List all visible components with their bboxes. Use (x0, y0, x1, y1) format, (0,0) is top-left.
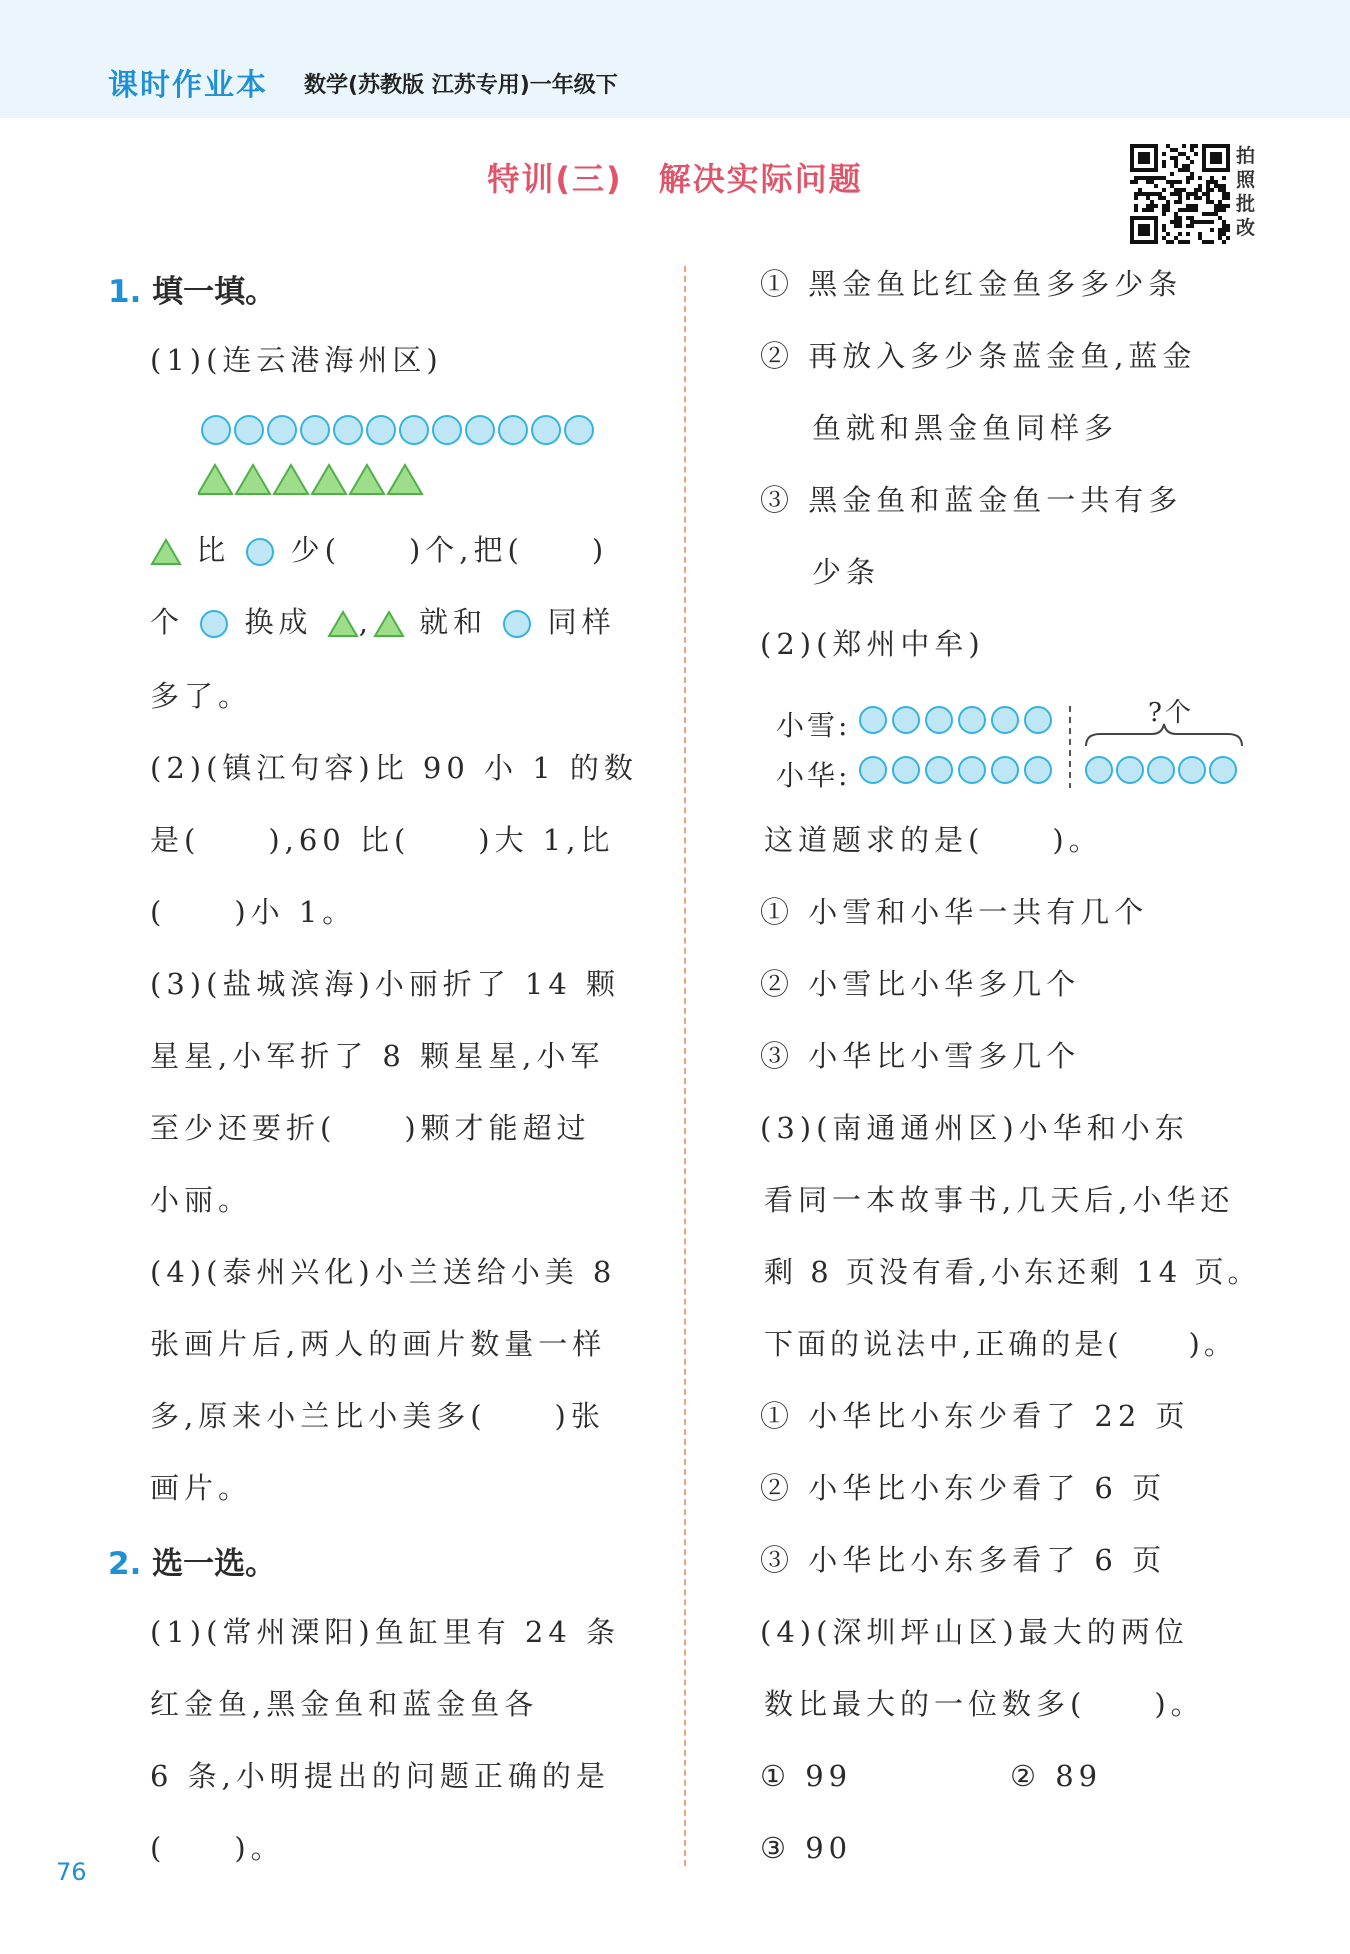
q1-p1-l1a: 比 (196, 533, 231, 567)
triangle-shape (274, 465, 308, 494)
triangle-shape (388, 465, 422, 494)
circle-shape (860, 757, 886, 783)
q1-p4-line2: 张画片后,两人的画片数量一样 (150, 1327, 607, 1361)
circle-shape (202, 416, 230, 444)
q1-p1-l2a: 个 (150, 605, 185, 639)
triangle-shape (236, 465, 270, 494)
qr-caption (1236, 144, 1260, 240)
circle-shape (893, 757, 919, 783)
circle-icon (244, 536, 276, 568)
q1-p2-line3: ( )小 1。 (150, 895, 357, 929)
q2-p4-option-3: ③ 90 (760, 1831, 853, 1865)
question-1-title: 填一填。 (152, 274, 277, 310)
q2-p1-option-2b: 鱼就和黑金鱼同样多 (812, 411, 1119, 445)
circle-shape (1025, 757, 1051, 783)
comparison-diagram (856, 700, 1256, 800)
circle-shape (367, 416, 395, 444)
q2-p1-line4: ( )。 (150, 1831, 285, 1865)
circle-shape (926, 707, 952, 733)
q2-p3-line4: 下面的说法中,正确的是( )。 (764, 1327, 1237, 1361)
q2-p1-option-1: ① 黑金鱼比红金鱼多多少条 (760, 267, 1183, 301)
q2-p4-option-2: ② 89 (1010, 1759, 1103, 1793)
q2-p1-option-3a: ③ 黑金鱼和蓝金鱼一共有多 (760, 483, 1183, 517)
section-title-b: 解决实际问题 (658, 160, 863, 198)
q1-p1-l1b: 少( )个,把( ) (290, 533, 609, 567)
q2-p1-line3: 6 条,小明提出的问题正确的是 (150, 1759, 610, 1793)
triangle-shape (350, 465, 384, 494)
circle-shape (334, 416, 362, 444)
section-title-a: 特训(三) (487, 160, 623, 198)
q2-p3-option-1: ① 小华比小东少看了 22 页 (760, 1399, 1190, 1433)
q2-p2-option-3: ③ 小华比小雪多几个 (760, 1039, 1081, 1073)
q2-p2-question: 这道题求的是( )。 (764, 823, 1103, 857)
circle-shape (1086, 757, 1112, 783)
circle-shape (860, 707, 886, 733)
circle-shape (268, 416, 296, 444)
q1-p3-line4: 小丽。 (150, 1183, 253, 1217)
q2-p2-option-2: ② 小雪比小华多几个 (760, 967, 1081, 1001)
circle-icon (501, 608, 533, 640)
brand-title: 课时作业本 (108, 68, 268, 103)
xiaohua-label: 小华: (776, 759, 851, 792)
circle-shape (893, 707, 919, 733)
triangle-row (198, 462, 438, 498)
q2-p1-line2: 红金鱼,黑金鱼和蓝金鱼各 (150, 1687, 539, 1721)
q1-p1-line1 (150, 530, 608, 570)
q2-p3-line3: 剩 8 页没有看,小东还剩 14 页。 (764, 1255, 1261, 1289)
circle-shape (433, 416, 461, 444)
circle-icon (198, 608, 230, 640)
q1-p2-line1: (2)(镇江句容)比 90 小 1 的数 (150, 751, 638, 785)
q2-p2-option-1: ① 小雪和小华一共有几个 (760, 895, 1149, 929)
q1-p2-line2: 是( ),60 比( )大 1,比 (150, 823, 615, 857)
q2-p1-line1: (1)(常州溧阳)鱼缸里有 24 条 (150, 1615, 621, 1649)
q1-p4-line1: (4)(泰州兴化)小兰送给小美 8 (150, 1255, 617, 1289)
question-2-title: 选一选。 (152, 1546, 277, 1582)
q2-p1-option-3b: 少条 (812, 555, 881, 589)
q1-p4-line4: 画片。 (150, 1471, 253, 1505)
circle-shape (992, 757, 1018, 783)
page-number: 76 (56, 1858, 87, 1886)
circle-shape (532, 416, 560, 444)
q2-p3-option-2: ② 小华比小东少看了 6 页 (760, 1471, 1167, 1505)
q2-p4-line1: (4)(深圳坪山区)最大的两位 (760, 1615, 1189, 1649)
triangle-icon (373, 610, 405, 638)
qr-caption-char: 照 (1236, 169, 1256, 191)
question-2-number: 2. (108, 1546, 142, 1582)
q2-p3-line1: (3)(南通通州区)小华和小东 (760, 1111, 1189, 1145)
q1-p1-line2 (150, 602, 616, 642)
circle-shape (1117, 757, 1143, 783)
question-1-number: 1. (108, 274, 142, 310)
q2-p3-option-3: ③ 小华比小东多看了 6 页 (760, 1543, 1167, 1577)
circle-shape (1025, 707, 1051, 733)
q1-p1-l2b: 换成 (244, 605, 313, 639)
circle-shape (1179, 757, 1205, 783)
brace-shape (1086, 724, 1242, 746)
circle-shape (1210, 757, 1236, 783)
q1-p1-l2e: 同样 (547, 605, 616, 639)
circle-shape (959, 707, 985, 733)
qr-code-icon[interactable] (1130, 144, 1230, 244)
qr-caption-char: 改 (1236, 217, 1256, 239)
q2-p1-option-2a: ② 再放入多少条蓝金鱼,蓝金 (760, 339, 1197, 373)
qr-caption-char: 拍 (1236, 145, 1256, 167)
q1-p1-l2d: 就和 (419, 605, 488, 639)
q2-p2-header: (2)(郑州中牟) (760, 627, 985, 661)
q2-p4-option-1: ① 99 (760, 1759, 853, 1793)
circle-shape (959, 757, 985, 783)
brace-label: ?个 (1148, 698, 1194, 728)
circle-shape (1148, 757, 1174, 783)
q1-p1-header: (1)(连云港海州区) (150, 343, 443, 377)
book-subtitle: 数学(苏教版 江苏专用)一年级下 (304, 73, 618, 98)
circle-shape (466, 416, 494, 444)
circle-shape (926, 757, 952, 783)
q1-p1-line3: 多了。 (150, 679, 253, 713)
q1-p3-line2: 星星,小军折了 8 颗星星,小军 (150, 1039, 605, 1073)
qr-caption-char: 批 (1236, 193, 1256, 215)
circle-shape (499, 416, 527, 444)
q1-p3-line1: (3)(盐城滨海)小丽折了 14 颗 (150, 967, 621, 1001)
triangle-icon (327, 610, 359, 638)
circle-shape (565, 416, 593, 444)
circle-shape (235, 416, 263, 444)
xiaoxue-label: 小雪: (776, 709, 851, 742)
triangle-shape (312, 465, 346, 494)
q2-p4-line2: 数比最大的一位数多( )。 (764, 1687, 1205, 1721)
column-divider (684, 266, 686, 1866)
q1-p1-l2c: , (358, 605, 373, 639)
circle-shape (301, 416, 329, 444)
question-1-heading (108, 266, 276, 311)
question-2-heading (108, 1538, 276, 1583)
circle-row (200, 412, 600, 448)
q2-p3-line2: 看同一本故事书,几天后,小华还 (764, 1183, 1235, 1217)
q1-p4-line3: 多,原来小兰比小美多( )张 (150, 1399, 605, 1433)
q1-p3-line3: 至少还要折( )颗才能超过 (150, 1111, 591, 1145)
circle-shape (992, 707, 1018, 733)
circle-shape (400, 416, 428, 444)
triangle-icon (150, 538, 182, 566)
triangle-shape (198, 465, 232, 494)
